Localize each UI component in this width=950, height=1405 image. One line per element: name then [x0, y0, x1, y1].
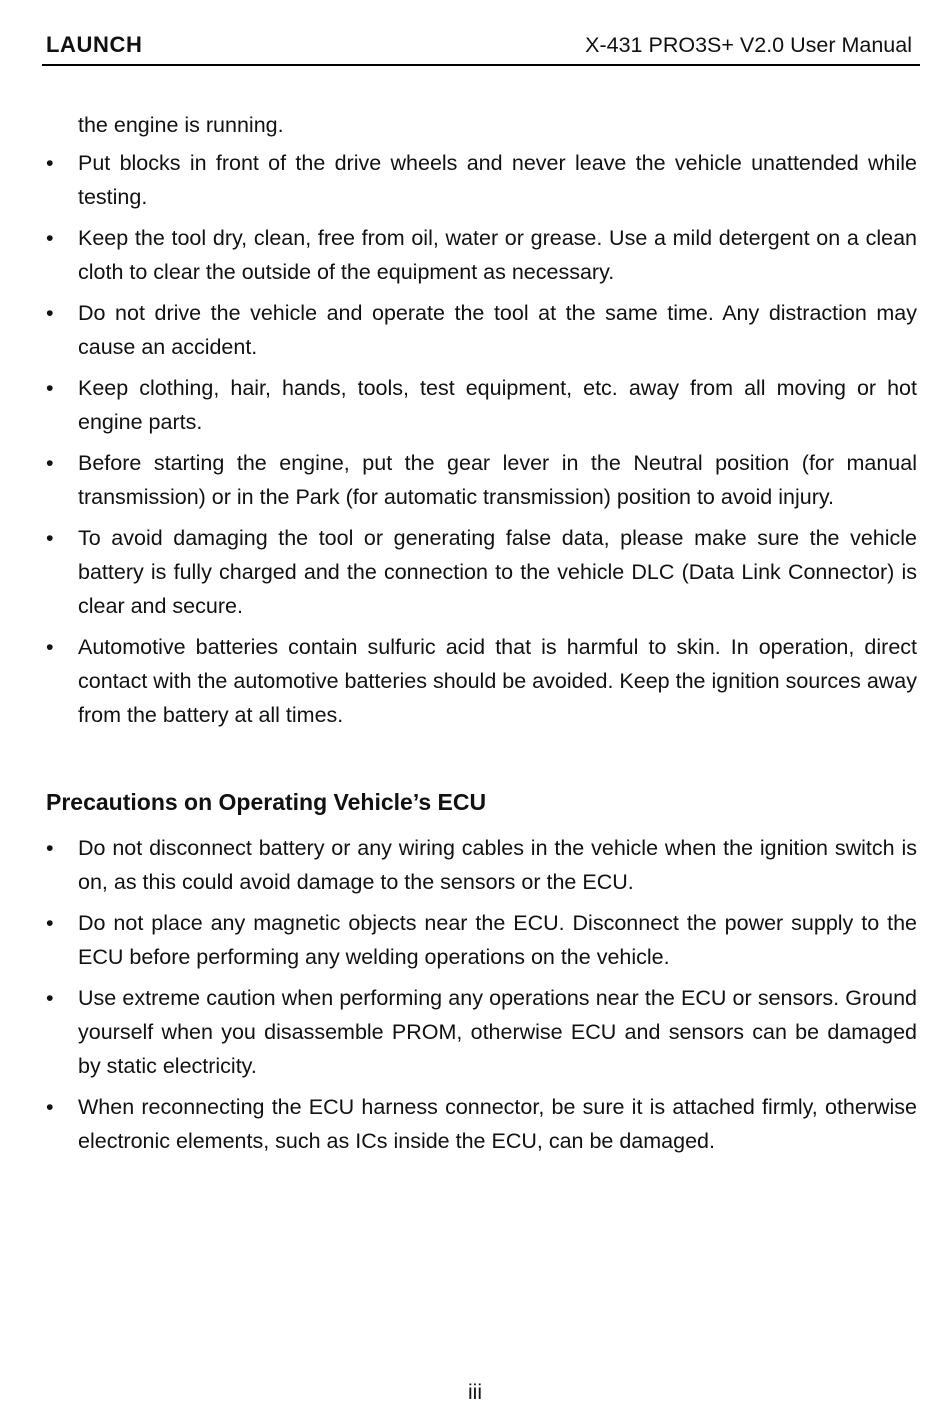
- list-item-text: When reconnecting the ECU harness connector, be sure it is attached firmly, otherwise electronic elements, such as ICs inside the ECU, can be damaged.: [78, 1095, 917, 1153]
- bullet-icon: •: [46, 526, 54, 550]
- list-item-text: Do not drive the vehicle and operate the tool at the same time. Any distraction may cause an accident.: [78, 301, 917, 359]
- list-item-text: Do not disconnect battery or any wiring cables in the vehicle when the ignition switch is on, as this could avoid damage to the sensors or the ECU.: [78, 836, 917, 894]
- page-header: [42, 30, 920, 66]
- list-item-text: Use extreme caution when performing any operations near the ECU or sensors. Ground yourself when you disassemble PROM, otherwise ECU and sensors can be damaged by static electricity.: [78, 986, 917, 1078]
- brand-name: LAUNCH: [46, 32, 143, 57]
- bullet-icon: •: [46, 986, 54, 1010]
- list-item: [46, 371, 917, 439]
- bullet-icon: •: [46, 226, 54, 250]
- list-item: [46, 906, 917, 974]
- list-item-text: Keep the tool dry, clean, free from oil, water or grease. Use a mild detergent on a clean cloth to clear the outside of the equipment as necessary.: [78, 226, 917, 284]
- manual-title: X-431 PRO3S+ V2.0 User Manual: [585, 33, 912, 57]
- bullet-icon: •: [46, 376, 54, 400]
- list-item-text: Before starting the engine, put the gear lever in the Neutral position (for manual transmission) or in the Park (for automatic transmission) position to avoid injury.: [78, 451, 917, 509]
- list-item-text: Automotive batteries contain sulfuric acid that is harmful to skin. In operation, direct contact with the automotive batteries should be avoided. Keep the ignition sources away from the battery at all times.: [78, 635, 918, 727]
- list-item: [46, 521, 917, 623]
- safety-precautions-list: [46, 146, 917, 739]
- list-item-text: Keep clothing, hair, hands, tools, test equipment, etc. away from all moving or hot engine parts.: [78, 376, 917, 434]
- bullet-icon: •: [46, 301, 54, 325]
- bullet-icon: •: [46, 836, 54, 860]
- section-heading: Precautions on Operating Vehicle’s ECU: [46, 789, 487, 815]
- list-item: [46, 630, 917, 732]
- list-item: [46, 221, 917, 289]
- list-item: [46, 446, 917, 514]
- page-number: iii: [468, 1381, 482, 1404]
- list-item: [46, 146, 917, 214]
- bullet-icon: •: [46, 911, 54, 935]
- list-item-text: Do not place any magnetic objects near the ECU. Disconnect the power supply to the ECU before performing any welding operations on the vehicle.: [78, 911, 917, 969]
- list-item: [46, 1090, 917, 1158]
- list-item: [46, 296, 917, 364]
- continuation-text: the engine is running.: [78, 113, 284, 137]
- ecu-precautions-list: [46, 831, 917, 1165]
- list-item-text: Put blocks in front of the drive wheels and never leave the vehicle unattended while testing.: [78, 151, 917, 209]
- bullet-icon: •: [46, 1095, 54, 1119]
- list-item: [46, 981, 917, 1083]
- list-item-text: To avoid damaging the tool or generating false data, please make sure the vehicle battery is fully charged and the connection to the vehicle DLC (Data Link Connector) is clear and secure.: [78, 526, 917, 618]
- bullet-icon: •: [46, 151, 54, 175]
- bullet-icon: •: [46, 451, 54, 475]
- bullet-icon: •: [46, 635, 54, 659]
- list-item: [46, 831, 917, 899]
